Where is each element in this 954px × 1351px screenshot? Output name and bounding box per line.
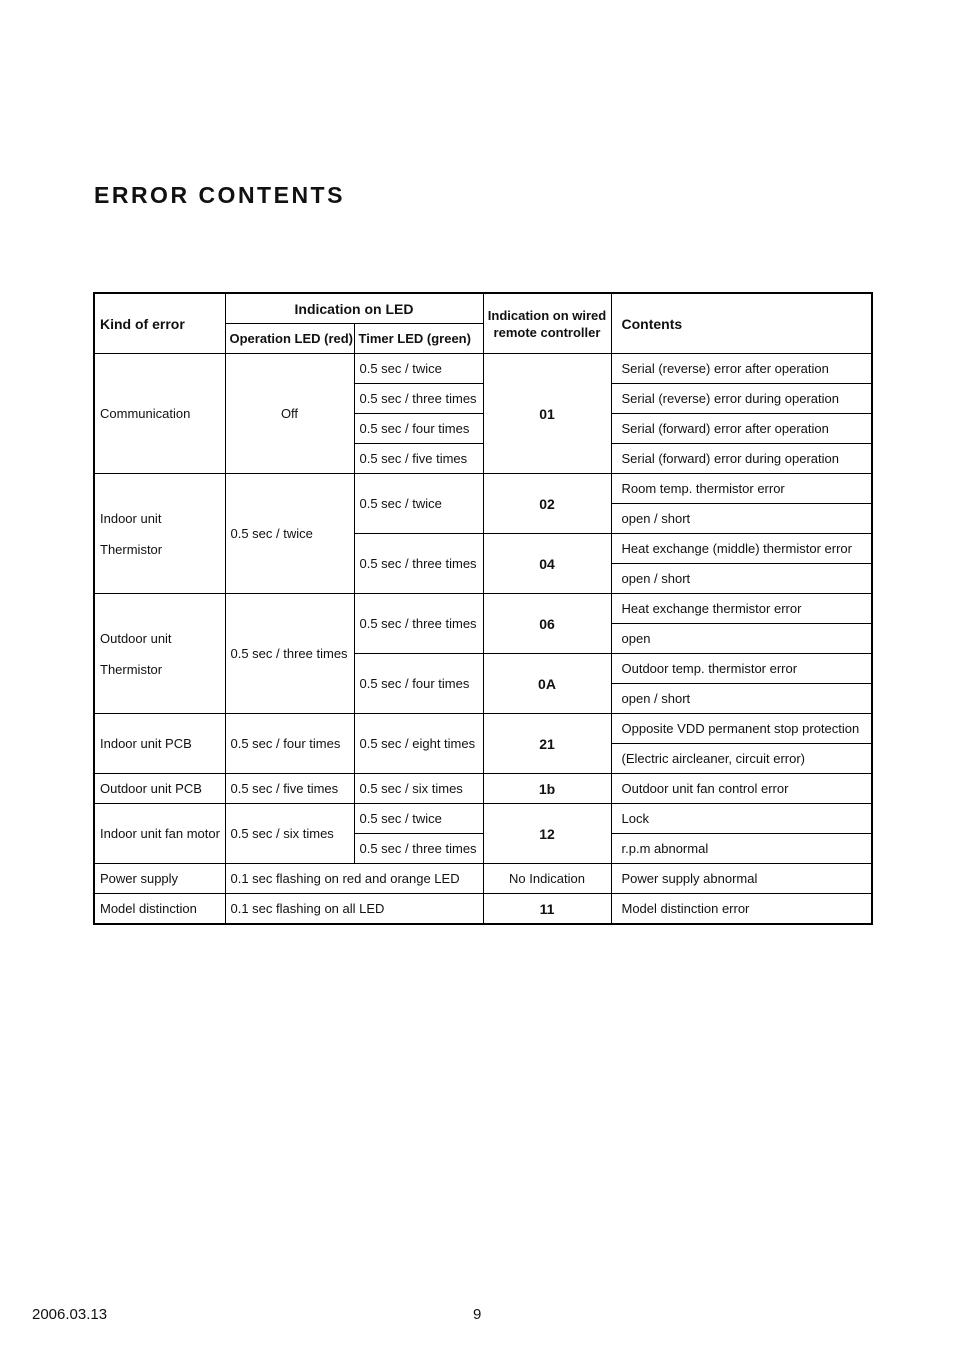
- kind-cell: Indoor unit Thermistor: [94, 474, 225, 594]
- kind-cell: Indoor unit PCB: [94, 714, 225, 774]
- contents-cell: Lock: [611, 804, 872, 834]
- kind-cell: Outdoor unit PCB: [94, 774, 225, 804]
- contents-cell: Power supply abnormal: [611, 864, 872, 894]
- operation-led-cell: 0.5 sec / five times: [225, 774, 354, 804]
- timer-led-cell: 0.5 sec / three times: [354, 834, 483, 864]
- contents-cell: r.p.m abnormal: [611, 834, 872, 864]
- error-code-cell: 01: [483, 354, 611, 474]
- timer-led-cell: 0.5 sec / three times: [354, 384, 483, 414]
- timer-led-cell: 0.5 sec / three times: [354, 534, 483, 594]
- error-code-cell: 21: [483, 714, 611, 774]
- table-row: [94, 594, 872, 624]
- contents-cell: open / short: [611, 684, 872, 714]
- operation-led-cell: Off: [225, 354, 354, 474]
- error-code-cell: 1b: [483, 774, 611, 804]
- contents-cell: Heat exchange thermistor error: [611, 594, 872, 624]
- contents-cell: Serial (forward) error during operation: [611, 444, 872, 474]
- table-row: [94, 864, 872, 894]
- table-header-row: [94, 293, 872, 324]
- contents-cell: Serial (forward) error after operation: [611, 414, 872, 444]
- kind-cell: Power supply: [94, 864, 225, 894]
- kind-cell: Indoor unit fan motor: [94, 804, 225, 864]
- header-timer-led: Timer LED (green): [354, 324, 483, 354]
- kind-cell: Communication: [94, 354, 225, 474]
- operation-led-cell: 0.5 sec / three times: [225, 594, 354, 714]
- led-cell: 0.1 sec flashing on all LED: [225, 894, 483, 925]
- timer-led-cell: 0.5 sec / five times: [354, 444, 483, 474]
- error-code-cell: 0A: [483, 654, 611, 714]
- contents-cell: Opposite VDD permanent stop protection: [611, 714, 872, 744]
- timer-led-cell: 0.5 sec / twice: [354, 804, 483, 834]
- contents-cell: open: [611, 624, 872, 654]
- error-code-cell: 06: [483, 594, 611, 654]
- header-indication-led: Indication on LED: [225, 293, 483, 324]
- contents-cell: Serial (reverse) error after operation: [611, 354, 872, 384]
- contents-cell: open / short: [611, 564, 872, 594]
- page-number: 9: [473, 1306, 482, 1323]
- contents-cell: Model distinction error: [611, 894, 872, 925]
- error-code-cell: No Indication: [483, 864, 611, 894]
- timer-led-cell: 0.5 sec / six times: [354, 774, 483, 804]
- footer-date: 2006.03.13: [32, 1306, 108, 1323]
- led-cell: 0.1 sec flashing on red and orange LED: [225, 864, 483, 894]
- contents-cell: Heat exchange (middle) thermistor error: [611, 534, 872, 564]
- operation-led-cell: 0.5 sec / four times: [225, 714, 354, 774]
- operation-led-cell: 0.5 sec / six times: [225, 804, 354, 864]
- kind-cell: Model distinction: [94, 894, 225, 925]
- contents-cell: Room temp. thermistor error: [611, 474, 872, 504]
- page-title: ERROR CONTENTS: [94, 182, 345, 208]
- contents-cell: Outdoor unit fan control error: [611, 774, 872, 804]
- timer-led-cell: 0.5 sec / twice: [354, 354, 483, 384]
- error-code-cell: 04: [483, 534, 611, 594]
- header-contents: Contents: [611, 293, 872, 354]
- kind-cell: Outdoor unit Thermistor: [94, 594, 225, 714]
- contents-cell: Outdoor temp. thermistor error: [611, 654, 872, 684]
- header-kind: Kind of error: [94, 293, 225, 354]
- table-row: [94, 474, 872, 504]
- header-wired-remote: Indication on wired remote controller: [483, 293, 611, 354]
- contents-cell: Serial (reverse) error during operation: [611, 384, 872, 414]
- timer-led-cell: 0.5 sec / eight times: [354, 714, 483, 774]
- table-row: [94, 804, 872, 834]
- timer-led-cell: 0.5 sec / four times: [354, 654, 483, 714]
- timer-led-cell: 0.5 sec / twice: [354, 474, 483, 534]
- table-row: [94, 354, 872, 384]
- header-operation-led: Operation LED (red): [225, 324, 354, 354]
- contents-cell: open / short: [611, 504, 872, 534]
- table-row: [94, 714, 872, 744]
- table-row: [94, 894, 872, 925]
- timer-led-cell: 0.5 sec / four times: [354, 414, 483, 444]
- operation-led-cell: 0.5 sec / twice: [225, 474, 354, 594]
- contents-cell: (Electric aircleaner, circuit error): [611, 744, 872, 774]
- table-row: [94, 774, 872, 804]
- error-code-cell: 12: [483, 804, 611, 864]
- error-code-cell: 02: [483, 474, 611, 534]
- error-code-cell: 11: [483, 894, 611, 925]
- error-contents-table: [93, 292, 873, 925]
- timer-led-cell: 0.5 sec / three times: [354, 594, 483, 654]
